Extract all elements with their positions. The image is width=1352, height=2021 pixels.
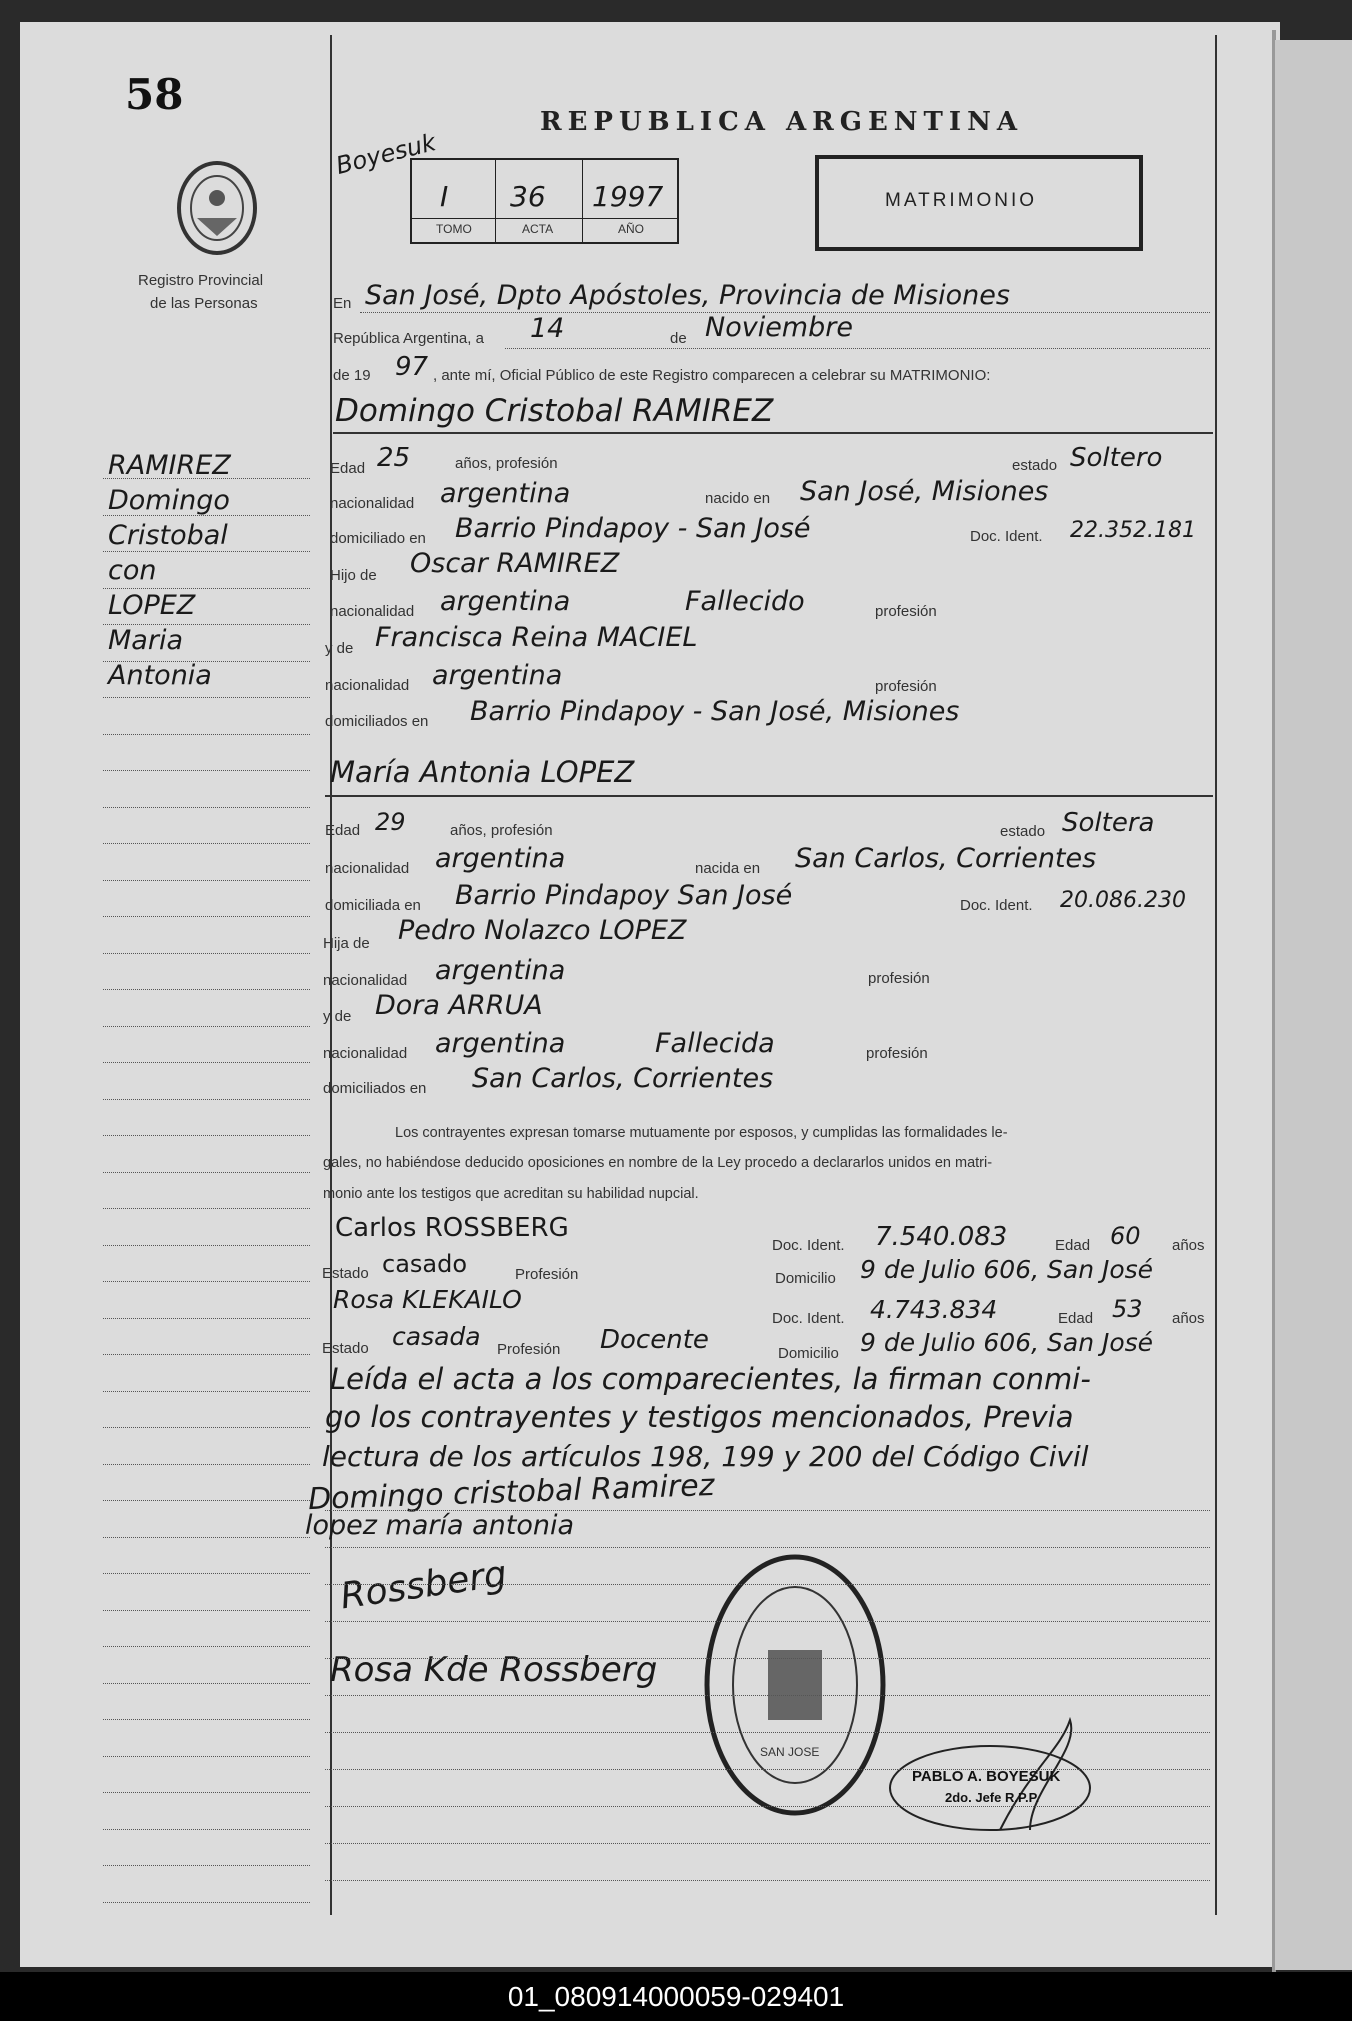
margin-rule xyxy=(103,478,310,479)
bride-father-prof-label: profesión xyxy=(868,970,930,987)
seal-town: SAN JOSE xyxy=(760,1745,820,1759)
margin-rule xyxy=(103,1427,310,1428)
margin-rule xyxy=(103,843,310,844)
witness2-anos-label: años xyxy=(1172,1310,1205,1327)
acta-value: 36 xyxy=(510,180,546,213)
margin-rule xyxy=(103,1756,310,1757)
bride-doc: 20.086.230 xyxy=(1060,888,1186,913)
groom-mother-prof-label: profesión xyxy=(875,678,937,695)
signature-groom: Domingo cristobal Ramirez xyxy=(307,1467,715,1518)
witness2-domicilio: 9 de Julio 606, San José xyxy=(860,1328,1154,1357)
margin-name: RAMIREZ xyxy=(108,450,231,481)
declaration-line-1: Los contrayentes expresan tomarse mutuamente por esposos, y cumplidas las formalidades le- xyxy=(395,1125,1008,1141)
margin-rule xyxy=(103,1062,310,1063)
body-rule xyxy=(325,1769,1210,1770)
groom-nacido-label: nacido en xyxy=(705,490,771,507)
next-page-edge xyxy=(1275,40,1352,1970)
ano-value: 1997 xyxy=(592,180,664,213)
margin-rule xyxy=(103,1135,310,1136)
intro-day: 14 xyxy=(530,313,565,344)
bride-edad: 29 xyxy=(375,808,406,836)
bride-father-nac: argentina xyxy=(435,955,566,986)
margin-rule xyxy=(103,1354,310,1355)
right-column-line xyxy=(1215,35,1217,1915)
witness2-doc-label: Doc. Ident. xyxy=(772,1310,845,1327)
groom-mother: Francisca Reina MACIEL xyxy=(375,622,698,653)
witness2-estado-label: Estado xyxy=(322,1340,369,1357)
margin-rule xyxy=(103,1573,310,1574)
margin-rule xyxy=(103,1610,310,1611)
margin-rule xyxy=(103,989,310,990)
margin-rule xyxy=(103,515,310,516)
groom-anos-prof: años, profesión xyxy=(455,455,558,472)
margin-name: Antonia xyxy=(108,660,212,691)
groom-hijo-label: Hijo de xyxy=(330,567,377,584)
bride-nacida-label: nacida en xyxy=(695,860,761,877)
margin-rule xyxy=(103,588,310,589)
registry-line-2: de las Personas xyxy=(150,295,258,312)
margin-rule xyxy=(103,1865,310,1866)
groom-domicilio: Barrio Pindapoy - San José xyxy=(455,513,811,544)
margin-rule xyxy=(103,1318,310,1319)
groom-nac-label: nacionalidad xyxy=(330,495,415,512)
intro-place: San José, Dpto Apóstoles, Provincia de Misiones xyxy=(365,280,1010,311)
tomo-label: TOMO xyxy=(436,222,472,236)
bride-name: María Antonia LOPEZ xyxy=(330,755,635,789)
witness2-edad: 53 xyxy=(1112,1295,1143,1323)
page-number: 58 xyxy=(125,70,184,119)
record-sep-1 xyxy=(495,158,496,242)
body-rule xyxy=(325,1695,1210,1696)
margin-rule xyxy=(103,1829,310,1830)
groom-father-prof-label: profesión xyxy=(875,603,937,620)
bride-estado-label: estado xyxy=(1000,823,1046,840)
margin-rule xyxy=(103,1537,310,1538)
groom-edad-label: Edad xyxy=(330,460,366,477)
margin-rule xyxy=(103,1172,310,1173)
witness1-doc: 7.540.083 xyxy=(875,1222,1008,1252)
closing-line-1: Leída el acta a los comparecientes, la firman conmi- xyxy=(330,1362,1091,1396)
signature-witness2: Rosa Kde Rossberg xyxy=(330,1650,658,1690)
intro-de-label: de xyxy=(670,330,687,347)
witness1-dom-label: Domicilio xyxy=(775,1270,836,1287)
margin-name: LOPEZ xyxy=(108,590,196,621)
margin-rule xyxy=(103,1500,310,1501)
margin-name: Cristobal xyxy=(108,520,228,551)
header-title: REPUBLICA ARGENTINA xyxy=(540,107,1024,137)
bride-mother-prof-label: profesión xyxy=(866,1045,928,1062)
witness1-prof-label: Profesión xyxy=(515,1266,579,1283)
margin-rule xyxy=(103,1902,310,1903)
groom-doc: 22.352.181 xyxy=(1070,518,1196,543)
witness1-edad-label: Edad xyxy=(1055,1237,1091,1254)
groom-father: Oscar RAMIREZ xyxy=(410,548,620,579)
official-seal-icon xyxy=(700,1550,890,1820)
margin-rule xyxy=(103,1208,310,1209)
witness2-profesion: Docente xyxy=(600,1325,709,1355)
bride-dom-label: domiciliada en xyxy=(325,897,421,914)
margin-rule xyxy=(103,1464,310,1465)
groom-estado: Soltero xyxy=(1070,443,1163,473)
groom-rule xyxy=(333,432,1213,434)
intro-en-label: En xyxy=(333,295,352,312)
groom-father-note: Fallecido xyxy=(685,586,805,617)
intro-month: Noviembre xyxy=(705,312,853,343)
witness1-name: Carlos ROSSBERG xyxy=(335,1213,569,1243)
bride-hija-label: Hija de xyxy=(323,935,370,952)
groom-doc-label: Doc. Ident. xyxy=(970,528,1043,545)
registry-line-1: Registro Provincial xyxy=(138,272,264,289)
bride-nacida: San Carlos, Corrientes xyxy=(795,843,1097,874)
signature-bride: lopez maría antonia xyxy=(305,1510,575,1541)
witness1-estado-label: Estado xyxy=(322,1265,369,1282)
witness2-estado: casada xyxy=(392,1322,481,1351)
witness2-edad-label: Edad xyxy=(1058,1310,1094,1327)
margin-rule xyxy=(103,1719,310,1720)
body-rule xyxy=(325,1658,1210,1659)
witness1-edad: 60 xyxy=(1110,1222,1141,1250)
bride-parents-dom: San Carlos, Corrientes xyxy=(472,1063,774,1094)
officer-name: PABLO A. BOYESUK xyxy=(912,1768,1061,1785)
groom-name: Domingo Cristobal RAMIREZ xyxy=(335,393,774,429)
bride-estado: Soltera xyxy=(1062,808,1155,838)
margin-rule xyxy=(103,953,310,954)
groom-yde-label: y de xyxy=(325,640,354,657)
margin-rule xyxy=(103,697,310,698)
margin-name: con xyxy=(108,555,157,586)
groom-nacido: San José, Misiones xyxy=(800,476,1049,507)
margin-rule xyxy=(103,734,310,735)
bride-father-nac-label: nacionalidad xyxy=(323,972,408,989)
margin-rule xyxy=(103,807,310,808)
groom-father-nac: argentina xyxy=(440,586,571,617)
margin-rule xyxy=(103,1026,310,1027)
body-rule xyxy=(325,1732,1210,1733)
margin-rule xyxy=(103,661,310,662)
margin-name: Domingo xyxy=(108,485,230,516)
witness1-estado: casado xyxy=(382,1250,468,1278)
tomo-value: I xyxy=(440,180,449,213)
margin-name: Maria xyxy=(108,625,183,656)
margin-rule xyxy=(103,880,310,881)
bride-domicilio: Barrio Pindapoy San José xyxy=(455,880,793,911)
body-rule xyxy=(325,1843,1210,1844)
groom-mother-nac-label: nacionalidad xyxy=(325,677,410,694)
groom-dom-label: domiciliado en xyxy=(330,530,426,547)
bride-father: Pedro Nolazco LOPEZ xyxy=(398,915,687,946)
margin-rule xyxy=(103,1245,310,1246)
bride-nac-label: nacionalidad xyxy=(325,860,410,877)
groom-edad: 25 xyxy=(377,443,411,473)
witness2-doc: 4.743.834 xyxy=(870,1295,998,1324)
groom-doms-label: domiciliados en xyxy=(325,713,429,730)
record-divider xyxy=(410,218,677,219)
officer-title: 2do. Jefe R.P.P. xyxy=(945,1790,1040,1805)
groom-mother-nac: argentina xyxy=(432,660,563,691)
witness2-dom-label: Domicilio xyxy=(778,1345,839,1362)
groom-nacionalidad: argentina xyxy=(440,478,571,509)
witness1-domicilio: 9 de Julio 606, San José xyxy=(860,1255,1154,1284)
intro-republica-label: República Argentina, a xyxy=(333,330,484,347)
closing-line-2: go los contrayentes y testigos mencionados, Previa xyxy=(325,1400,1074,1434)
body-rule xyxy=(325,1806,1210,1807)
rule xyxy=(505,348,1210,349)
record-sep-2 xyxy=(582,158,583,242)
declaration-line-2: gales, no habiéndose deducido oposiciones en nombre de la Ley procedo a declararlos unidos en matri- xyxy=(323,1155,993,1171)
bride-rule xyxy=(325,795,1213,797)
groom-estado-label: estado xyxy=(1012,457,1058,474)
acta-label: ACTA xyxy=(522,222,554,236)
bride-mother-nac-label: nacionalidad xyxy=(323,1045,408,1062)
ano-label: AÑO xyxy=(618,222,645,236)
bride-edad-label: Edad xyxy=(325,822,361,839)
margin-rule xyxy=(103,1646,310,1647)
body-rule xyxy=(325,1584,1210,1585)
type-label: MATRIMONIO xyxy=(885,190,1038,211)
bride-mother: Dora ARRUA xyxy=(375,990,543,1021)
groom-father-nac-label: nacionalidad xyxy=(330,603,415,620)
intro-year-prefix: de 19 xyxy=(333,367,371,384)
signature-witness1: Rossberg xyxy=(337,1553,510,1618)
margin-rule xyxy=(103,1099,310,1100)
body-rule xyxy=(325,1880,1210,1881)
body-rule xyxy=(325,1547,1210,1548)
margin-rule xyxy=(103,1683,310,1684)
margin-rule xyxy=(103,1391,310,1392)
margin-rule xyxy=(103,551,310,552)
groom-parents-dom: Barrio Pindapoy - San José, Misiones xyxy=(470,696,960,727)
coat-of-arms-icon xyxy=(172,158,262,258)
witness1-anos-label: años xyxy=(1172,1237,1205,1254)
declaration-line-3: monio ante los testigos que acreditan su habilidad nupcial. xyxy=(323,1186,699,1202)
footer-id: 01_080914000059-029401 xyxy=(0,1972,1352,2021)
annotation-boyesuk: Boyesuk xyxy=(333,128,439,180)
margin-rule xyxy=(103,624,310,625)
margin-rule xyxy=(103,1281,310,1282)
witness2-name: Rosa KLEKAILO xyxy=(333,1285,522,1314)
witness2-prof-label: Profesión xyxy=(497,1341,561,1358)
intro-text: , ante mí, Oficial Público de este Registro comparecen a celebrar su MATRIMONIO: xyxy=(433,367,991,384)
body-rule xyxy=(325,1510,1210,1511)
margin-rule xyxy=(103,770,310,771)
margin-rule xyxy=(103,916,310,917)
closing-line-3: lectura de los artículos 198, 199 y 200 del Código Civil xyxy=(322,1440,1089,1473)
bride-mother-nac: argentina xyxy=(435,1028,566,1059)
bride-yde-label: y de xyxy=(323,1008,352,1025)
margin-rule xyxy=(103,1792,310,1793)
witness1-doc-label: Doc. Ident. xyxy=(772,1237,845,1254)
intro-year-suffix: 97 xyxy=(395,352,429,382)
bride-nacionalidad: argentina xyxy=(435,843,566,874)
bride-doms-label: domiciliados en xyxy=(323,1080,427,1097)
bride-doc-label: Doc. Ident. xyxy=(960,897,1033,914)
body-rule xyxy=(325,1621,1210,1622)
bride-anos-prof: años, profesión xyxy=(450,822,553,839)
bride-mother-note: Fallecida xyxy=(655,1028,775,1059)
